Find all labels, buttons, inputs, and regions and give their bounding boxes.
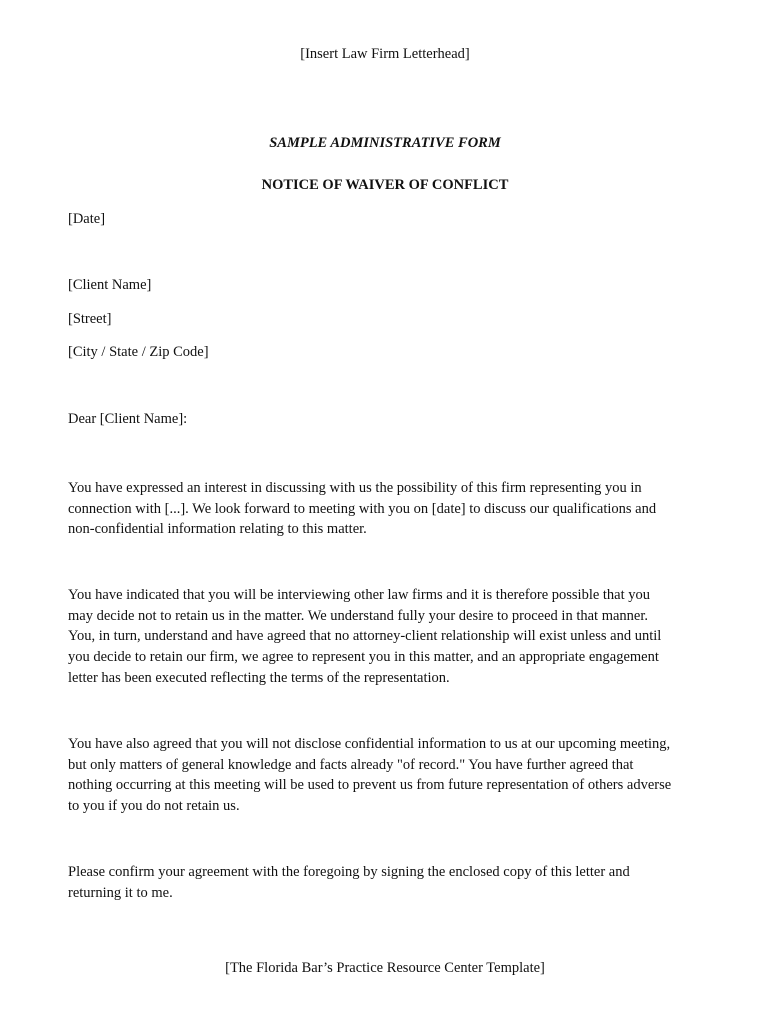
paragraph-confirm [68,862,708,903]
paragraph-line: non-confidential information relating to this matter. [68,521,367,538]
form-title: SAMPLE ADMINISTRATIVE FORM [269,135,501,151]
paragraph-line: you decide to retain our firm, we agree to represent you in this matter, and an appropriate engagement [68,649,659,666]
paragraph-line: You, in turn, understand and have agreed that no attorney-client relationship will exist unless and until [68,628,662,645]
letterhead-placeholder: [Insert Law Firm Letterhead] [300,46,470,62]
paragraph-confidential [68,734,708,817]
paragraph-line: may decide not to retain us in the matter. We understand fully your desire to proceed in that manner. [68,607,649,624]
paragraph-interest [68,478,708,540]
paragraph-line: to you if you do not retain us. [68,798,240,815]
paragraph-line: You have expressed an interest in discussing with us the possibility of this firm representing you in [68,480,642,496]
notice-title: NOTICE OF WAIVER OF CONFLICT [261,177,509,193]
city-state-zip-line: [City / State / Zip Code] [68,344,209,360]
street-line: [Street] [68,311,112,327]
paragraph-line: returning it to me. [68,884,173,901]
paragraph-line: Please confirm your agreement with the foregoing by signing the enclosed copy of this letter and [68,864,630,880]
paragraph-line: but only matters of general knowledge and facts already "of record." You have further agreed that [68,756,634,773]
date-line: [Date] [68,211,106,227]
paragraph-line: connection with [...]. We look forward to meeting with you on [date] to discuss our qualifications and [68,500,657,517]
paragraph-other-firms [68,585,708,689]
salutation: Dear [Client Name]: [68,411,188,427]
paragraph-line: You have indicated that you will be interviewing other law firms and it is therefore possible that you [68,587,651,603]
client-name-line: [Client Name] [68,277,152,293]
paragraph-line: letter has been executed reflecting the terms of the representation. [68,669,450,686]
template-footer: [The Florida Bar’s Practice Resource Center Template] [225,960,545,976]
paragraph-line: nothing occurring at this meeting will be used to prevent us from future representation of others adverse [68,777,672,794]
paragraph-line: You have also agreed that you will not disclose confidential information to us at our upcoming meeting, [68,736,671,752]
